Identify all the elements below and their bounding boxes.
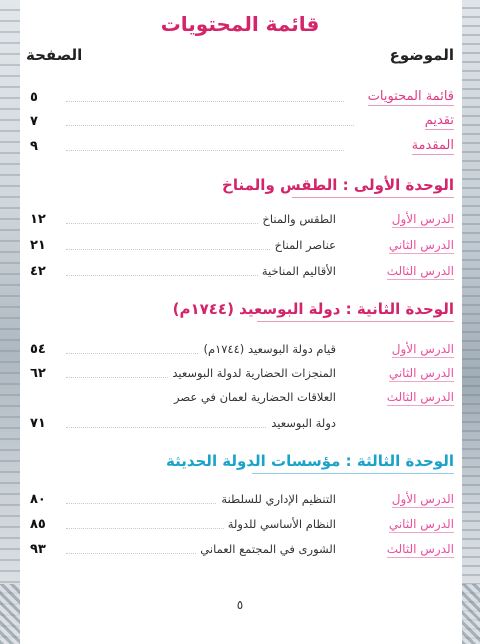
entry-page: ٩٣ [30, 542, 46, 557]
entry-page: ٨٠ [30, 492, 46, 507]
lesson-label: الدرس الأول [391, 342, 454, 356]
entry-page: ٩ [30, 139, 38, 154]
lesson-label: الدرس الأول [391, 212, 454, 226]
topic-column-header: الموضوع [389, 46, 454, 64]
entry-page: ٨٥ [30, 517, 46, 532]
entry-page: ٧١ [30, 416, 46, 431]
entry-page: ٧ [30, 114, 38, 129]
lesson-title: التنظيم الإداري للسلطنة [217, 492, 336, 506]
toc-page [26, 0, 454, 644]
toc-entry[interactable] [26, 540, 454, 562]
right-decorative-border [462, 0, 480, 644]
unit-title: الوحدة الثالثة : مؤسسات الدولة الحديثة [165, 452, 454, 470]
lesson-label: الدرس الثالث [386, 390, 454, 404]
unit-title: الوحدة الثانية : دولة البوسعيد (١٧٤٤م) [172, 300, 454, 318]
toc-entry[interactable] [26, 388, 454, 410]
lesson-title: النظام الأساسي للدولة [224, 517, 336, 531]
toc-entry[interactable] [26, 112, 454, 134]
toc-entry[interactable] [26, 340, 454, 362]
toc-entry[interactable] [26, 364, 454, 386]
lesson-title: المنجزات الحضارية لدولة البوسعيد [168, 366, 336, 380]
entry-page: ٤٢ [30, 264, 46, 279]
toc-entry[interactable] [26, 515, 454, 537]
page-column-header: الصفحة [26, 46, 83, 64]
unit-underline [257, 321, 454, 322]
unit-heading [173, 300, 454, 318]
unit-underline [252, 473, 454, 474]
lesson-label: الدرس الثالث [386, 264, 454, 278]
entry-page: ١٢ [30, 212, 46, 227]
page-number: ٥ [236, 598, 244, 612]
lesson-title: الشورى في المجتمع العماني [196, 542, 336, 556]
toc-entry[interactable] [26, 88, 454, 110]
lesson-label: الدرس الثاني [388, 238, 454, 252]
lesson-title: العلاقات الحضارية لعمان في عصر [170, 390, 336, 404]
entry-label: المقدمة [411, 138, 454, 153]
lesson-title: الطقس والمناخ [258, 212, 336, 226]
dot-leader [66, 150, 344, 151]
lesson-title: الأقاليم المناخية [258, 264, 336, 278]
lesson-title: قيام دولة البوسعيد (١٧٤٤م) [199, 342, 336, 356]
dot-leader [66, 101, 344, 102]
entry-label: قائمة المحتويات [367, 89, 454, 104]
toc-entry[interactable] [26, 210, 454, 232]
lesson-label: الدرس الثاني [388, 517, 454, 531]
lesson-title: عناصر المناخ [271, 238, 336, 252]
toc-entry[interactable] [26, 262, 454, 284]
lesson-label: الدرس الأول [391, 492, 454, 506]
toc-entry[interactable] [26, 490, 454, 512]
toc-entry[interactable] [26, 137, 454, 159]
left-decorative-border [0, 0, 20, 644]
lesson-label: الدرس الثاني [388, 366, 454, 380]
dot-leader [66, 125, 354, 126]
entry-page: ٥ [30, 90, 38, 105]
toc-entry-continuation[interactable] [26, 414, 454, 436]
unit-underline [292, 197, 454, 198]
entry-label: تقديم [424, 113, 454, 128]
toc-entry[interactable] [26, 236, 454, 258]
entry-page: ٥٤ [30, 342, 46, 357]
lesson-title-continued: دولة البوسعيد [267, 416, 336, 430]
unit-title: الوحدة الأولى : الطقس والمناخ [222, 176, 454, 194]
page-title: قائمة المحتويات [160, 12, 320, 36]
entry-page: ٢١ [30, 238, 46, 253]
unit-heading [166, 452, 454, 470]
unit-heading [222, 176, 454, 194]
entry-page: ٦٢ [30, 366, 46, 381]
lesson-label: الدرس الثالث [386, 542, 454, 556]
